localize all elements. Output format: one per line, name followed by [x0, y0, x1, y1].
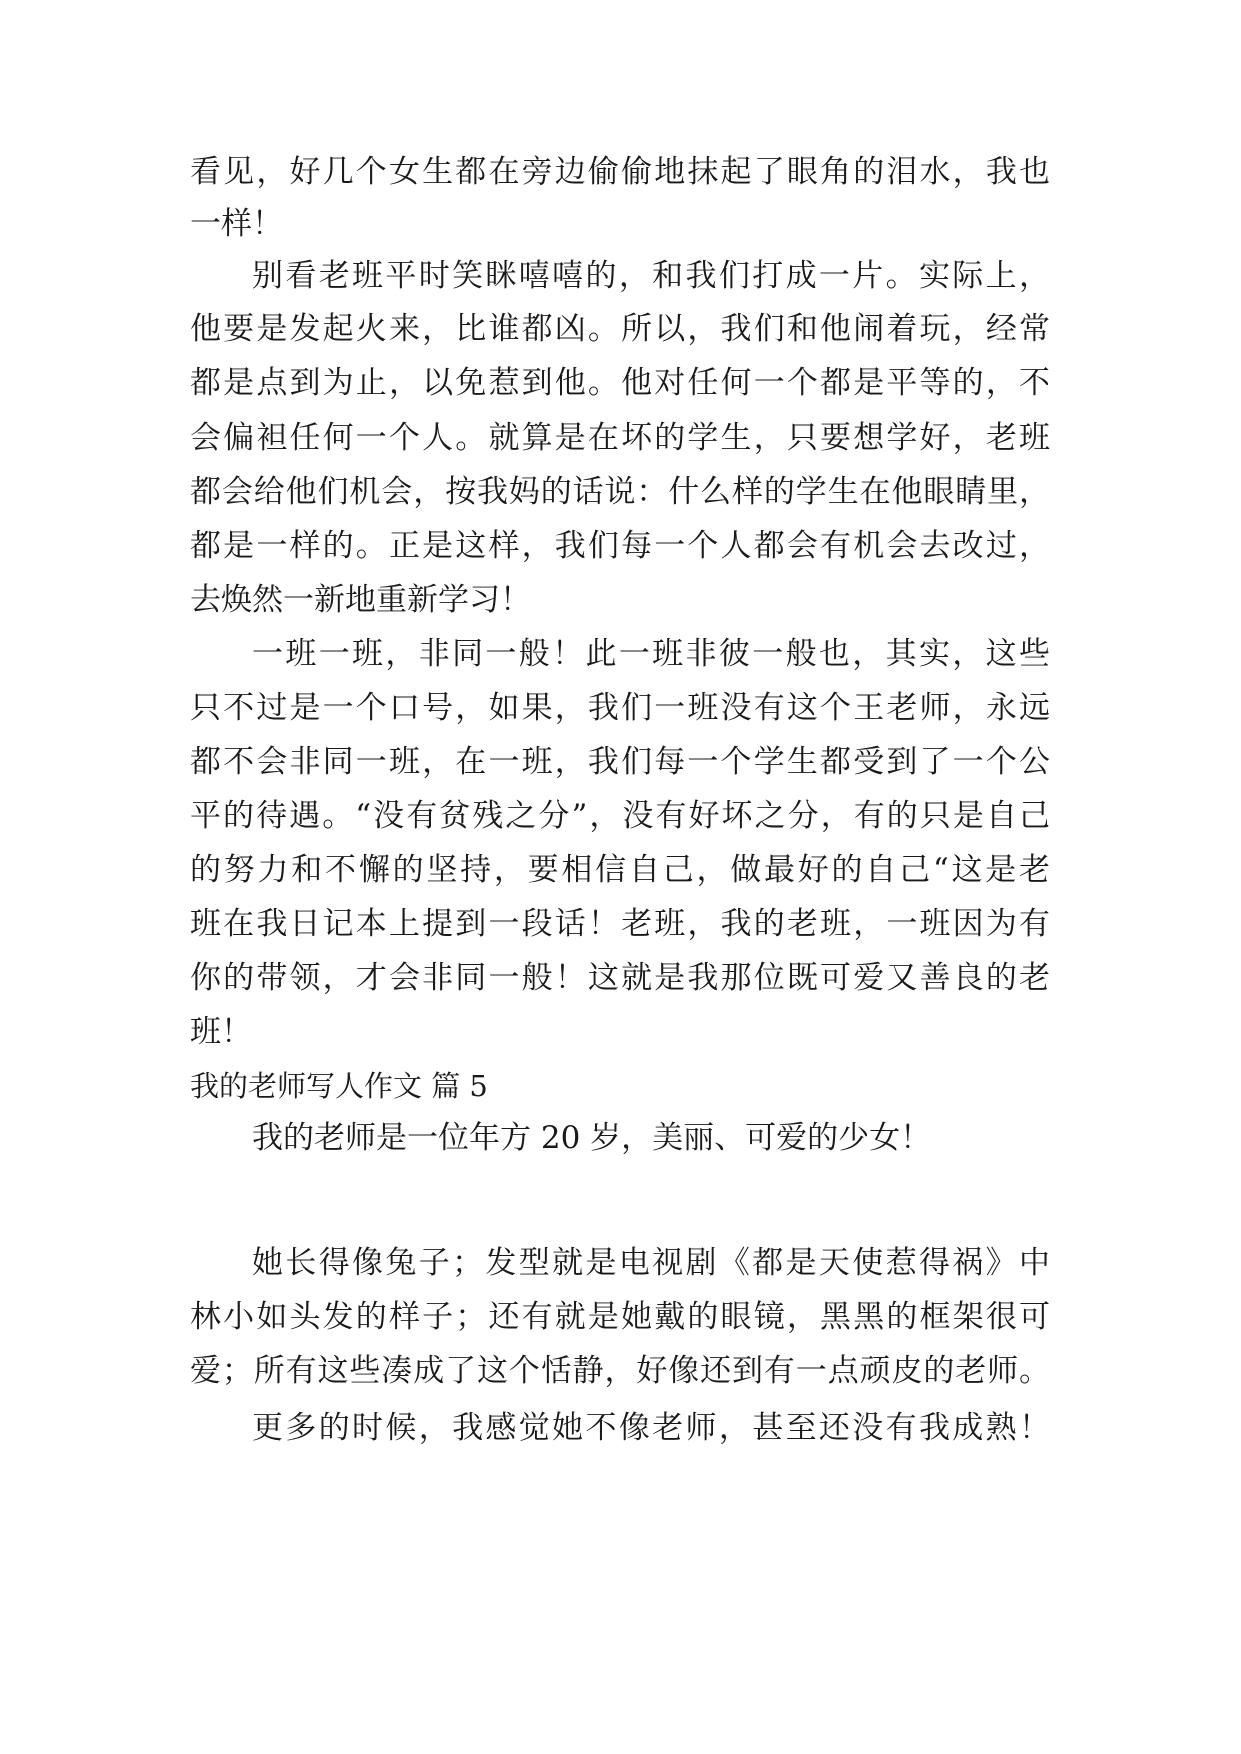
text-line: 都是点到为止，以免惹到他。他对任何一个都是平等的，不: [190, 365, 1050, 401]
section-heading: 我的老师写人作文 篇 5: [190, 1069, 488, 1103]
text-line: 都不会非同一班，在一班，我们每一个学生都受到了一个公: [190, 744, 1050, 780]
paragraph-start: 一班一班，非同一般！此一班非彼一般也，其实，这些: [252, 636, 1050, 672]
text-line: 一样！: [190, 206, 283, 242]
text-line: 只不过是一个口号，如果，我们一班没有这个王老师，永远: [190, 690, 1050, 726]
text-line: 他要是发起火来，比谁都凶。所以，我们和他闹着玩，经常: [190, 311, 1050, 347]
text-line: 林小如头发的样子；还有就是她戴的眼镜，黑黑的框架很可: [190, 1299, 1050, 1335]
text-line: 班在我日记本上提到一段话！老班，我的老班，一班因为有: [190, 906, 1050, 942]
text-line: 爱；所有这些凑成了这个恬静，好像还到有一点顽皮的老师。: [190, 1353, 1050, 1389]
text-line: 去焕然一新地重新学习！: [190, 582, 531, 618]
text-line: 你的带领，才会非同一般！这就是我那位既可爱又善良的老: [190, 960, 1050, 996]
paragraph-start: 更多的时候，我感觉她不像老师，甚至还没有我成熟！: [252, 1410, 1050, 1446]
paragraph-start: 别看老班平时笑眯嘻嘻的，和我们打成一片。实际上，: [252, 258, 1050, 294]
text-line: 的努力和不懈的坚持，要相信自己，做最好的自己“这是老: [190, 852, 1050, 888]
text-line: 都是一样的。正是这样，我们每一个人都会有机会去改过，: [190, 528, 1050, 564]
text-line: 都会给他们机会，按我妈的话说：什么样的学生在他眼睛里，: [190, 474, 1050, 510]
text-line: 班！: [190, 1014, 252, 1050]
text-line: 平的待遇。“没有贫残之分”，没有好坏之分，有的只是自己: [190, 798, 1050, 834]
paragraph-start: 我的老师是一位年方 20 岁，美丽、可爱的少女！: [252, 1120, 932, 1156]
paragraph-start: 她长得像兔子；发型就是电视剧《都是天使惹得祸》中: [252, 1245, 1050, 1281]
text-line: 会偏袒任何一个人。就算是在坏的学生，只要想学好，老班: [190, 420, 1050, 456]
text-line: 看见，好几个女生都在旁边偷偷地抹起了眼角的泪水，我也: [190, 154, 1050, 190]
